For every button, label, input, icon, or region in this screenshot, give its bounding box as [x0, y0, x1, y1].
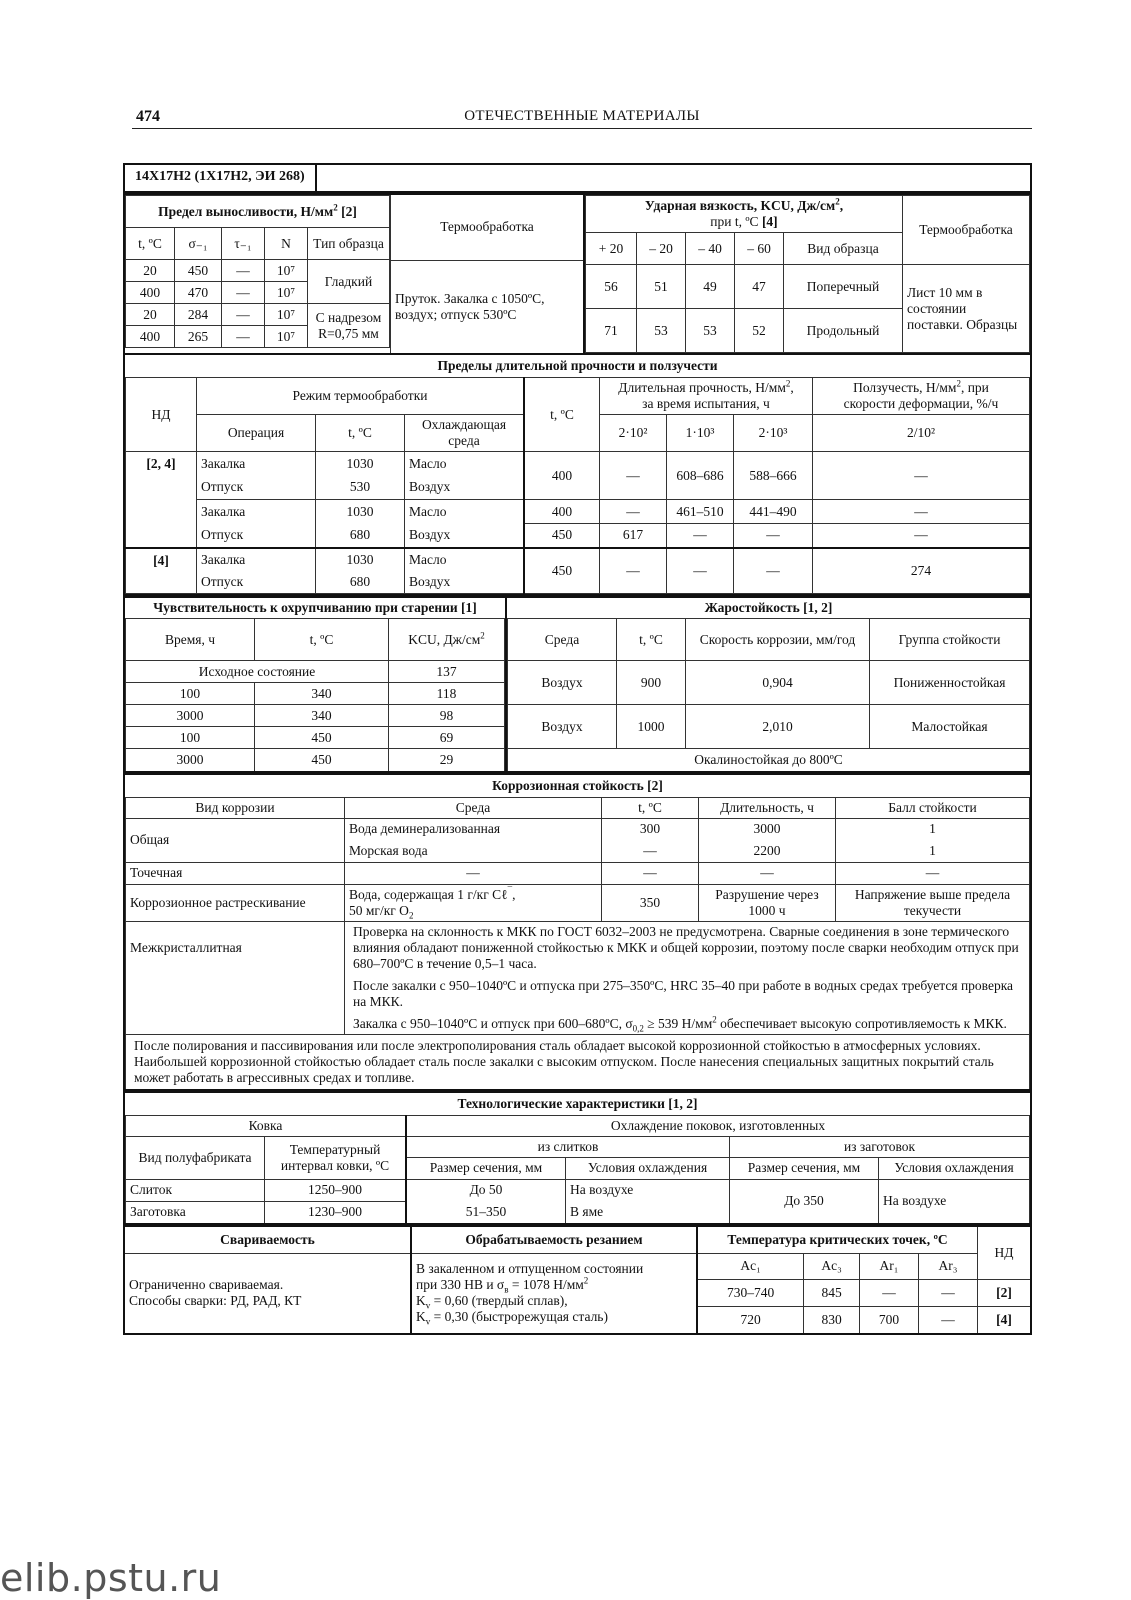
- bottom-section: [123, 1225, 1032, 1335]
- type-notch: С надрезом R=0,75 мм: [308, 304, 390, 348]
- machinability-table: [412, 1227, 696, 1333]
- op-t: 1030: [316, 452, 405, 476]
- cell: 700: [860, 1306, 919, 1333]
- cell: 1: [836, 818, 1030, 840]
- heat-note: Окалиностойкая до 800ºС: [508, 749, 1030, 771]
- cell: —: [919, 1279, 978, 1306]
- col-header: Время, ч: [126, 619, 255, 661]
- time-header: 2·10³: [734, 415, 813, 452]
- cond-header: Условия охлаждения: [566, 1157, 730, 1179]
- cell: —: [600, 500, 667, 524]
- cell: Вода, содержащая 1 г/кг Cℓ¯, 50 мг/кг $O_2$: [345, 884, 602, 921]
- general-label: Общая: [126, 818, 345, 862]
- impact-treatment-header: Термообработка: [903, 196, 1030, 265]
- col-header: Группа стойкости: [870, 619, 1030, 661]
- col-header: t, ºC: [617, 619, 686, 661]
- col-header: KCU, $Дж/см^2$: [389, 619, 505, 661]
- cell: 51: [637, 265, 686, 309]
- forging-header: Ковка: [126, 1115, 407, 1136]
- cell: —: [667, 524, 734, 548]
- cell: Воздух: [508, 661, 617, 705]
- col-header: t, ºC: [126, 228, 175, 260]
- op: Отпуск: [197, 572, 316, 594]
- temp-header: + 20: [586, 233, 637, 265]
- impact-treatment-text: Лист 10 мм в состоянии поставки. Образцы: [903, 265, 1030, 353]
- nd-ref: [2]: [978, 1279, 1031, 1306]
- corrosion-section: [123, 773, 1032, 1091]
- col-header: Тип образца: [308, 228, 390, 260]
- op-cool: Воздух: [405, 476, 525, 500]
- cell: 400: [126, 282, 175, 304]
- cell: 400: [524, 500, 600, 524]
- col-header: Среда: [345, 797, 602, 818]
- op: Отпуск: [197, 476, 316, 500]
- type-header: Вид образца: [784, 233, 903, 265]
- weld-text: [125, 1253, 410, 1333]
- col-header: Балл стойкости: [836, 797, 1030, 818]
- mach-title: Обрабатываемость резанием: [412, 1227, 696, 1253]
- cell: —: [222, 304, 265, 326]
- aging-title: Чувствительность к охрупчиванию при старении [1]: [126, 598, 505, 619]
- cell: —: [222, 282, 265, 304]
- cell: 340: [255, 705, 389, 727]
- treatment-text: Пруток. Закалка с 1050ºС, воздух; отпуск 530ºС: [395, 290, 545, 322]
- cell: —: [600, 548, 667, 594]
- op-t: 680: [316, 572, 405, 594]
- cell: —: [345, 862, 602, 884]
- weld-line: Ограниченно свариваемая.: [129, 1277, 284, 1293]
- cell: Морская вода: [345, 840, 602, 862]
- mach-line: $K_v = 0,60$ (твердый сплав),: [416, 1293, 568, 1311]
- tech-table: [125, 1093, 1030, 1224]
- creep-title: Пределы длительной прочности и ползучести: [126, 355, 1030, 378]
- op-t: 1030: [316, 500, 405, 524]
- op-cool: Воздух: [405, 572, 525, 594]
- cell: Воздух: [508, 705, 617, 749]
- igc-text: [345, 921, 1030, 1034]
- cell: 20: [126, 260, 175, 282]
- col-header: N: [265, 228, 308, 260]
- cell: 100: [126, 683, 255, 705]
- igc-paragraph: Закалка с 950–1040ºС и отпуск при 600–680ºС, $\sigma_{0,2} \ge 539$ $Н/мм^2$ обеспечивает высокую сопротивляемость к МКК.: [353, 1014, 1007, 1034]
- op-cool: Масло: [405, 548, 525, 572]
- point-header: Ar₁: [860, 1253, 919, 1279]
- endurance-treatment-table: [391, 195, 583, 353]
- cell: Слиток: [126, 1179, 265, 1201]
- crit-table: [698, 1227, 1030, 1333]
- cell: —: [919, 1306, 978, 1333]
- op-header: Операция: [197, 415, 316, 452]
- corrosion-note: После полирования и пассивирования или после электрополирования сталь обладает высокой коррозионной стойкостью в атмосферных условиях. Наибольшей коррозионной стойкостью обладает сталь после закалки с высоким отпуском. После нанесения специальных защитных покрытий сталь может работать в агрессивных средах и топливе.: [126, 1034, 1030, 1089]
- cell: 608–686: [667, 452, 734, 500]
- cell: —: [222, 260, 265, 282]
- time-header: 1·10³: [667, 415, 734, 452]
- cell: 2200: [699, 840, 836, 862]
- cell: —: [699, 862, 836, 884]
- cell: 56: [586, 265, 637, 309]
- treatment-header: Термообработка: [391, 195, 583, 260]
- cell: До 50: [406, 1179, 566, 1201]
- cell: —: [602, 840, 699, 862]
- aging-heat-section: [123, 596, 1032, 773]
- cell: 450: [255, 749, 389, 771]
- heat-table: [507, 598, 1030, 771]
- corrosion-table: [125, 775, 1030, 1089]
- aging-table: [125, 598, 505, 771]
- cell: Коррозионное растрескивание: [126, 884, 345, 921]
- cell: 3000: [126, 705, 255, 727]
- grade-title: 14Х17Н2 (1Х17Н2, ЭИ 268): [125, 165, 317, 191]
- cell: —: [813, 500, 1030, 524]
- cell: —: [602, 862, 699, 884]
- cell: 284: [175, 304, 222, 326]
- col-header: σ₋₁: [175, 228, 222, 260]
- page-header: [132, 106, 1032, 129]
- cell: 900: [617, 661, 686, 705]
- initial-value: 137: [389, 661, 505, 683]
- cell: 1250–900: [265, 1179, 407, 1201]
- cell: —: [222, 326, 265, 348]
- cell: —: [667, 548, 734, 594]
- long-header: Длительная прочность, $Н/мм^2$, за время испытания, ч: [600, 378, 813, 415]
- cell: Пониженностойкая: [870, 661, 1030, 705]
- cell: 461–510: [667, 500, 734, 524]
- cell: 2,010: [686, 705, 870, 749]
- cell: 400: [524, 452, 600, 500]
- endurance-title: Предел выносливости, $Н/мм^2$ [2]: [126, 196, 390, 228]
- aging-block: [125, 598, 507, 771]
- col-header: Скорость коррозии, мм/год: [686, 619, 870, 661]
- cooling-header: Охлаждение поковок, изготовленных: [406, 1115, 1030, 1136]
- t-header: t, ºC: [316, 415, 405, 452]
- point-header: Ac₁: [698, 1253, 804, 1279]
- cell: 71: [586, 309, 637, 353]
- cell: 100: [126, 727, 255, 749]
- igc-paragraph: После закалки с 950–1040ºС и отпуска при 275–350ºС, HRC 35–40 при работе в водных средах требуется проверка на МКК.: [353, 977, 1014, 1009]
- cell: 588–666: [734, 452, 813, 500]
- heat-block: [507, 598, 1030, 771]
- cell: 617: [600, 524, 667, 548]
- endurance-block: [125, 195, 391, 353]
- ingots-header: из слитков: [406, 1136, 730, 1157]
- blanks-header: из заготовок: [730, 1136, 1030, 1157]
- impact-title: Ударная вязкость, KCU, $Дж/см^2$, при t, ºC [4]: [586, 196, 903, 233]
- weld-line: Способы сварки: РД, РАД, КТ: [129, 1293, 302, 1309]
- cell: 720: [698, 1306, 804, 1333]
- cell: 450: [524, 548, 600, 594]
- op-t: 530: [316, 476, 405, 500]
- site-watermark: elib.pstu.ru: [0, 1556, 222, 1600]
- temp-header: – 60: [735, 233, 784, 265]
- weld-table: [125, 1227, 410, 1333]
- mach-line: при 330 НВ и $\sigma_в = 1078$ $Н/мм^2$: [416, 1275, 589, 1295]
- cell: 10⁷: [265, 282, 308, 304]
- cool-header: Охлаждающая среда: [405, 415, 525, 452]
- op-cool: Масло: [405, 500, 525, 524]
- cell: 53: [686, 309, 735, 353]
- cell: 274: [813, 548, 1030, 594]
- cell: Точечная: [126, 862, 345, 884]
- cell: 98: [389, 705, 505, 727]
- op-cool: Воздух: [405, 524, 525, 548]
- type-smooth: Гладкий: [308, 260, 390, 304]
- cell: 49: [686, 265, 735, 309]
- col-header: t, ºC: [255, 619, 389, 661]
- cell: —: [813, 524, 1030, 548]
- cond-header: Условия охлаждения: [879, 1157, 1030, 1179]
- col-header: τ₋₁: [222, 228, 265, 260]
- op: Отпуск: [197, 524, 316, 548]
- creep-section: [123, 355, 1032, 596]
- weld-block: [125, 1227, 412, 1333]
- nd-header: НД: [978, 1227, 1031, 1279]
- tech-title: Технологические характеристики [1, 2]: [126, 1093, 1030, 1116]
- heat-title: Жаростойкость [1, 2]: [508, 598, 1030, 619]
- endurance-treatment: [391, 195, 585, 353]
- op: Закалка: [197, 548, 316, 572]
- temp-header: – 20: [637, 233, 686, 265]
- cell: Поперечный: [784, 265, 903, 309]
- impact-block: [585, 195, 1030, 353]
- cell: Вода деминерализованная: [345, 818, 602, 840]
- cell: —: [860, 1279, 919, 1306]
- cell: —: [836, 862, 1030, 884]
- initial-label: Исходное состояние: [126, 661, 389, 683]
- cell: 845: [804, 1279, 860, 1306]
- igc-paragraph: Проверка на склонность к МКК по ГОСТ 6032–2003 не предусмотрена. Сварные соединения в зоне термического влияния обладают пониженной стойкостью к МКК и общей коррозии, поэтому после сварки необходим отпуск при 680–700ºС в течение 0,5–1 часа.: [353, 923, 1019, 971]
- cell: 47: [735, 265, 784, 309]
- col-header: Вид коррозии: [126, 797, 345, 818]
- interval-header: Температурный интервал ковки, ºC: [265, 1136, 407, 1179]
- col-header: t, ºC: [602, 797, 699, 818]
- op-t: 680: [316, 524, 405, 548]
- grade-row: [123, 163, 1032, 193]
- cell: На воздухе: [566, 1179, 730, 1201]
- rate-header: 2/10²: [813, 415, 1030, 452]
- col-header: Среда: [508, 619, 617, 661]
- mach-text: [412, 1253, 696, 1333]
- cell: 340: [255, 683, 389, 705]
- cell: Продольный: [784, 309, 903, 353]
- page-number: 474: [136, 108, 160, 125]
- mode-header: Режим термообработки: [197, 378, 525, 415]
- igc-label: Межкристаллитная: [126, 921, 345, 1034]
- cell: Заготовка: [126, 1201, 265, 1223]
- weld-title: Свариваемость: [125, 1227, 410, 1253]
- cell: 3000: [126, 749, 255, 771]
- semi-header: Вид полуфабриката: [126, 1136, 265, 1179]
- op-t: 1030: [316, 548, 405, 572]
- corrosion-title: Коррозионная стойкость [2]: [126, 775, 1030, 798]
- cell: 53: [637, 309, 686, 353]
- temp-header: t, ºC: [524, 378, 600, 452]
- cell: 1000: [617, 705, 686, 749]
- cell: 69: [389, 727, 505, 749]
- point-header: Ar₃: [919, 1253, 978, 1279]
- size-header: Размер сечения, мм: [406, 1157, 566, 1179]
- point-header: Ac₃: [804, 1253, 860, 1279]
- op: Закалка: [197, 452, 316, 476]
- endurance-impact-section: [123, 193, 1032, 355]
- op-cool: Масло: [405, 452, 525, 476]
- machinability-block: [412, 1227, 698, 1333]
- cell: В яме: [566, 1201, 730, 1223]
- cell: —: [734, 548, 813, 594]
- time-header: 2·10²: [600, 415, 667, 452]
- blank-cond: На воздухе: [879, 1179, 1030, 1223]
- cell: 300: [602, 818, 699, 840]
- cell: 470: [175, 282, 222, 304]
- running-title: ОТЕЧЕСТВЕННЫЕ МАТЕРИАЛЫ: [464, 108, 700, 124]
- cell: 0,904: [686, 661, 870, 705]
- crit-block: [698, 1227, 1030, 1333]
- mach-line: $K_v = 0,30$ (быстрорежущая сталь): [416, 1309, 608, 1327]
- endurance-table: [125, 195, 390, 348]
- cell: 830: [804, 1306, 860, 1333]
- cell: 10⁷: [265, 260, 308, 282]
- cell: 450: [175, 260, 222, 282]
- col-header: Длительность, ч: [699, 797, 836, 818]
- cell: 3000: [699, 818, 836, 840]
- impact-table: [585, 195, 1030, 353]
- blank-size: До 350: [730, 1179, 879, 1223]
- nd-header: НД: [126, 378, 197, 452]
- cell: —: [600, 452, 667, 500]
- cell: Разрушение через 1000 ч: [699, 884, 836, 921]
- op: Закалка: [197, 500, 316, 524]
- cell: 730–740: [698, 1279, 804, 1306]
- cell: —: [813, 452, 1030, 500]
- size-header: Размер сечения, мм: [730, 1157, 879, 1179]
- cell: 441–490: [734, 500, 813, 524]
- cell: 265: [175, 326, 222, 348]
- cell: 51–350: [406, 1201, 566, 1223]
- cell: 1230–900: [265, 1201, 407, 1223]
- cell: 52: [735, 309, 784, 353]
- cell: 450: [524, 524, 600, 548]
- cell: 350: [602, 884, 699, 921]
- crit-title: Температура критических точек, ºC: [698, 1227, 978, 1253]
- cell: 400: [126, 326, 175, 348]
- nd-ref: [4]: [978, 1306, 1031, 1333]
- cell: 1: [836, 840, 1030, 862]
- tech-section: [123, 1091, 1032, 1226]
- temp-header: – 40: [686, 233, 735, 265]
- cell: 20: [126, 304, 175, 326]
- cell: 450: [255, 727, 389, 749]
- cell: Малостойкая: [870, 705, 1030, 749]
- cell: Напряжение выше предела текучести: [836, 884, 1030, 921]
- cell: 10⁷: [265, 326, 308, 348]
- cell: 118: [389, 683, 505, 705]
- creep-table: [125, 355, 1030, 594]
- cell: 29: [389, 749, 505, 771]
- cell: —: [734, 524, 813, 548]
- material-sheet: [123, 163, 1032, 1335]
- mach-line: В закаленном и отпущенном состоянии: [416, 1261, 644, 1277]
- nd-ref: [4]: [126, 548, 197, 594]
- creep-rate-header: Ползучесть, $Н/мм^2$, при скорости деформации, %/ч: [813, 378, 1030, 415]
- cell: 10⁷: [265, 304, 308, 326]
- nd-ref: [2, 4]: [126, 452, 197, 548]
